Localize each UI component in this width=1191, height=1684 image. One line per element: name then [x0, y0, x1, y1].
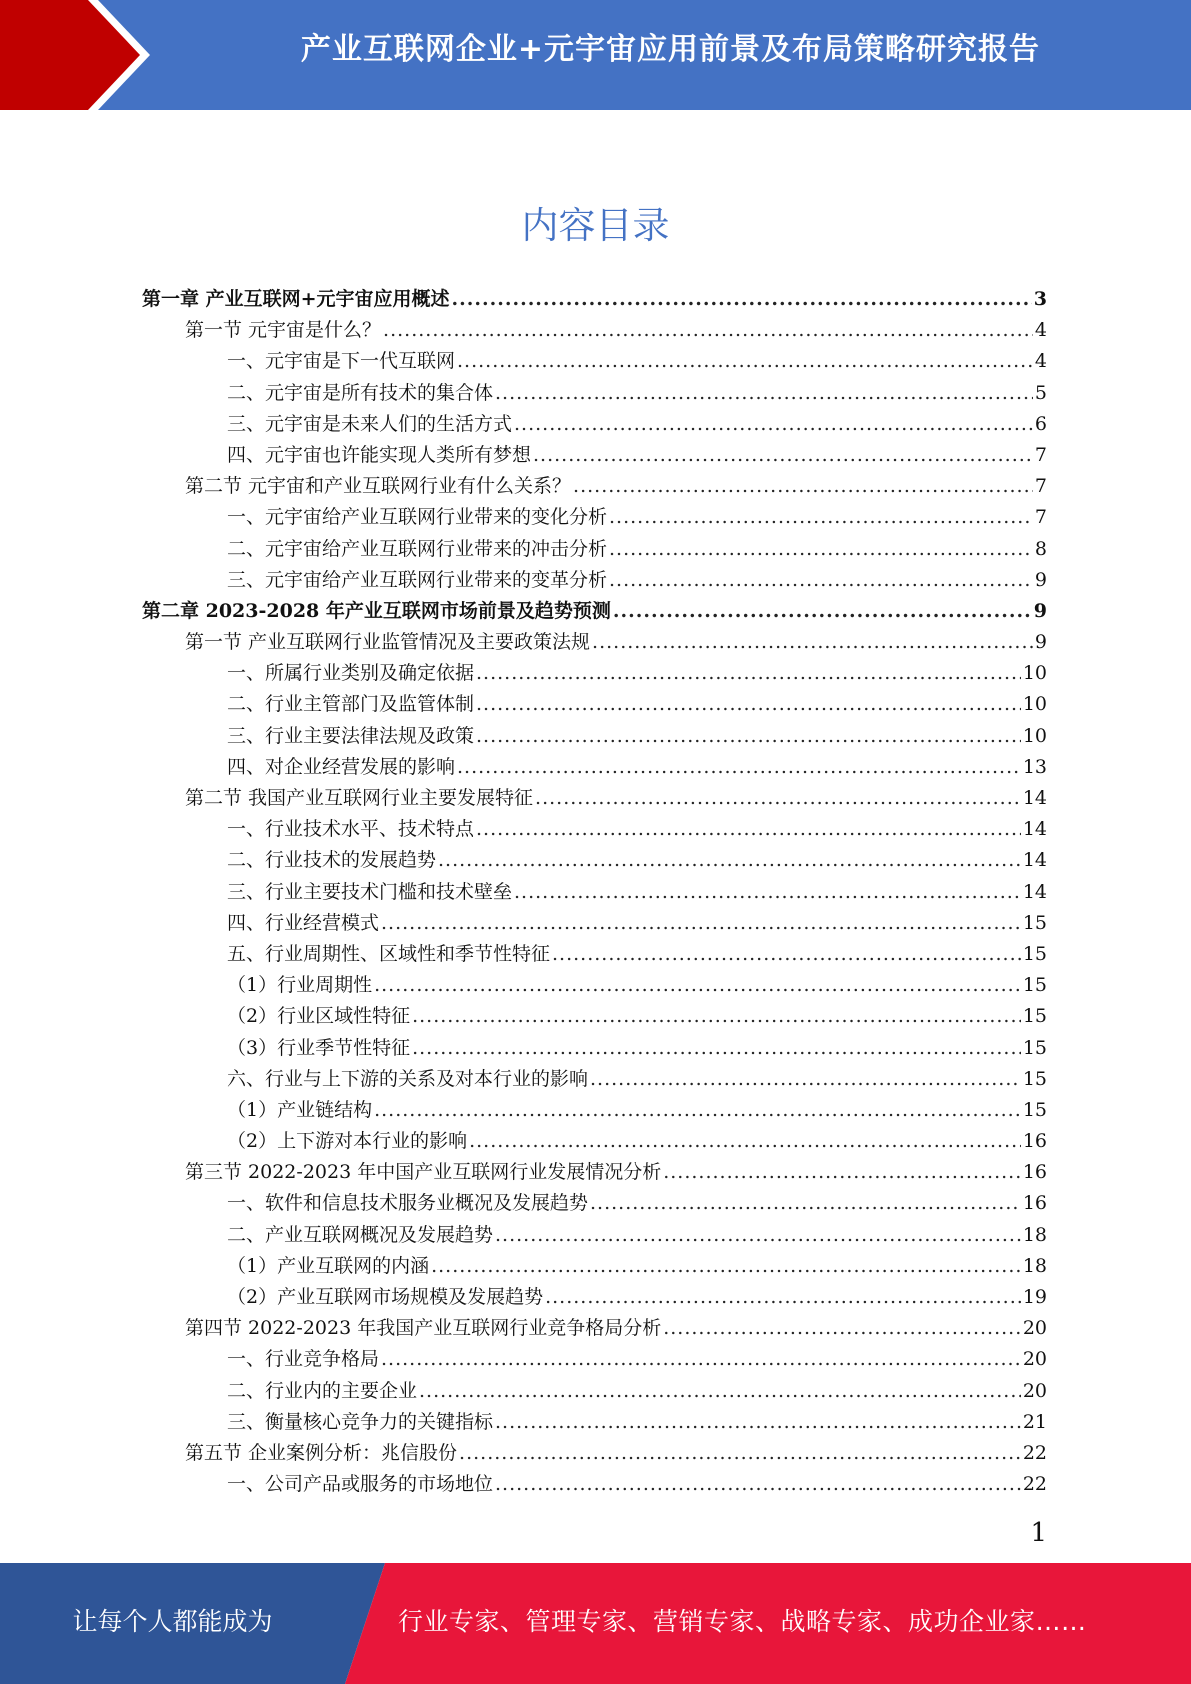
- toc-entry[interactable]: [142, 1188, 1047, 1219]
- toc-entry-label: 第一章 产业互联网+元宇宙应用概述: [142, 288, 450, 310]
- toc-entry-page: 16: [1022, 1130, 1047, 1153]
- toc-entry-page: 18: [1022, 1254, 1047, 1277]
- toc-entry-label: 三、行业主要技术门槛和技术壁垒: [227, 880, 513, 903]
- toc-entry-page: 7: [1034, 506, 1047, 529]
- toc-entry[interactable]: [142, 1095, 1047, 1126]
- toc-dot-leader: [476, 662, 1021, 684]
- toc-dot-leader: [476, 725, 1021, 747]
- toc-dot-leader: [609, 506, 1033, 528]
- toc-dot-leader: [590, 1192, 1021, 1214]
- toc-entry-page: 22: [1022, 1441, 1047, 1464]
- footer-slogan-left: 让每个人都能成为: [72, 1607, 273, 1636]
- toc-entry[interactable]: [142, 1126, 1047, 1157]
- toc-entry-page: 6: [1034, 412, 1047, 435]
- footer-slogan-right: 行业专家、管理专家、营销专家、战略专家、成功企业家……: [398, 1607, 1087, 1636]
- toc-entry-page: 4: [1034, 350, 1047, 373]
- toc-entry-page: 18: [1022, 1223, 1047, 1246]
- toc-entry-page: 15: [1022, 974, 1047, 997]
- toc-entry-label: 一、行业竞争格局: [227, 1348, 380, 1371]
- toc-entry-label: 二、行业内的主要企业: [227, 1379, 418, 1402]
- toc-dot-leader: [438, 849, 1021, 871]
- toc-entry-page: 4: [1034, 319, 1047, 342]
- toc-entry-label: 三、行业主要法律法规及政策: [227, 724, 475, 747]
- toc-entry-label: 第二章 2023-2028 年产业互联网市场前景及趋势预测: [142, 599, 611, 622]
- toc-entry-label: 二、元宇宙是所有技术的集合体: [227, 381, 494, 404]
- toc-entry[interactable]: [142, 440, 1047, 471]
- toc-dot-leader: [431, 1255, 1021, 1277]
- toc-entry-label: 四、对企业经营发展的影响: [227, 755, 456, 778]
- toc-entry-label: 一、公司产品或服务的市场地位: [227, 1473, 494, 1496]
- toc-dot-leader: [590, 1068, 1021, 1090]
- toc-entry-page: 10: [1022, 662, 1047, 685]
- toc-entry-label: 一、所属行业类别及确定依据: [227, 662, 475, 685]
- toc-dot-leader: [374, 1099, 1021, 1121]
- toc-entry-label: 二、元宇宙给产业互联网行业带来的冲击分析: [227, 537, 608, 560]
- toc-dot-leader: [469, 1130, 1021, 1152]
- toc-entry[interactable]: [142, 752, 1047, 783]
- toc-entry-page: 16: [1022, 1161, 1047, 1184]
- toc-entry-label: （1）产业链结构: [227, 1098, 373, 1121]
- toc-entry-label: 第四节 2022-2023 年我国产业互联网行业竞争格局分析: [185, 1317, 662, 1340]
- toc-entry[interactable]: [142, 721, 1047, 752]
- toc-entry-label: 第一节 产业互联网行业监管情况及主要政策法规: [185, 631, 591, 654]
- toc-entry-label: 第一节 元宇宙是什么？: [185, 319, 382, 342]
- toc-entry-label: 一、行业技术水平、技术特点: [227, 818, 475, 841]
- toc-entry-label: 二、行业主管部门及监管体制: [227, 693, 475, 716]
- toc-entry[interactable]: [142, 534, 1047, 565]
- toc-entry[interactable]: [142, 1282, 1047, 1313]
- toc-entry-label: （2）行业区域性特征: [227, 1005, 411, 1028]
- toc-entry-label: 二、行业技术的发展趋势: [227, 849, 437, 872]
- toc-dot-leader: [457, 350, 1033, 372]
- toc-entry-page: 5: [1034, 381, 1047, 404]
- toc-entry[interactable]: [142, 783, 1047, 814]
- toc-dot-leader: [545, 1286, 1021, 1308]
- toc-dot-leader: [495, 1224, 1021, 1246]
- toc-entry[interactable]: [142, 502, 1047, 533]
- toc-entry-page: 14: [1022, 818, 1047, 841]
- page-number: 1: [1030, 1518, 1047, 1548]
- toc-entry-page: 3: [1033, 288, 1047, 310]
- toc-dot-leader: [381, 912, 1021, 934]
- toc-entry-label: 三、元宇宙给产业互联网行业带来的变革分析: [227, 568, 608, 591]
- toc-dot-leader: [495, 1411, 1021, 1433]
- toc-entry[interactable]: [142, 315, 1047, 346]
- toc-entry-label: 一、元宇宙给产业互联网行业带来的变化分析: [227, 506, 608, 529]
- toc-entry-page: 19: [1022, 1286, 1047, 1308]
- toc-entry[interactable]: [142, 346, 1047, 377]
- toc-dot-leader: [514, 413, 1033, 435]
- toc-entry-label: （3）行业季节性特征: [227, 1036, 411, 1059]
- toc-entry-page: 9: [1034, 568, 1047, 591]
- toc-entry-page: 7: [1034, 475, 1047, 498]
- toc-entry[interactable]: [142, 471, 1047, 502]
- toc-dot-leader: [663, 1317, 1021, 1339]
- toc-entry-page: 9: [1033, 599, 1047, 622]
- toc-entry-page: 15: [1022, 911, 1047, 934]
- toc-entry-label: 第二节 我国产业互联网行业主要发展特征: [185, 787, 534, 809]
- toc-dot-leader: [412, 1037, 1021, 1059]
- toc-entry-page: 9: [1034, 631, 1047, 654]
- toc-entry[interactable]: [142, 1001, 1047, 1032]
- toc-entry-page: 14: [1022, 787, 1047, 809]
- report-title: 产业互联网企业+元宇宙应用前景及布局策略研究报告: [300, 32, 1041, 67]
- toc-entry[interactable]: [142, 1064, 1047, 1095]
- toc-dot-leader: [459, 1442, 1021, 1464]
- toc-dot-leader: [452, 288, 1032, 310]
- toc-entry[interactable]: [142, 409, 1047, 440]
- toc-dot-leader: [412, 1005, 1021, 1027]
- toc-entry-label: 第五节 企业案例分析：兆信股份: [185, 1441, 458, 1464]
- toc-entry-page: 20: [1022, 1379, 1047, 1402]
- toc-entry[interactable]: [142, 845, 1047, 876]
- toc-entry[interactable]: [142, 1251, 1047, 1282]
- toc-dot-leader: [383, 319, 1033, 341]
- toc-entry[interactable]: [142, 627, 1047, 658]
- toc-dot-leader: [533, 444, 1033, 466]
- toc-entry[interactable]: [142, 1033, 1047, 1064]
- toc-entry[interactable]: [142, 378, 1047, 409]
- toc-entry-label: （2）产业互联网市场规模及发展趋势: [227, 1286, 544, 1308]
- toc-entry-label: 一、软件和信息技术服务业概况及发展趋势: [227, 1192, 589, 1215]
- toc-entry-page: 22: [1022, 1473, 1047, 1496]
- toc-dot-leader: [419, 1380, 1021, 1402]
- toc-entry-label: 第二节 元宇宙和产业互联网行业有什么关系？: [185, 475, 572, 498]
- toc-entry[interactable]: [142, 565, 1047, 596]
- toc-dot-leader: [573, 475, 1033, 497]
- toc-entry-label: 一、元宇宙是下一代互联网: [227, 350, 456, 373]
- toc-entry-page: 14: [1022, 849, 1047, 872]
- toc-entry-label: 第三节 2022-2023 年中国产业互联网行业发展情况分析: [185, 1161, 662, 1184]
- toc-heading: 内容目录: [521, 204, 670, 247]
- toc-entry-page: 8: [1034, 537, 1047, 560]
- toc-entry-page: 7: [1034, 443, 1047, 466]
- toc-entry-label: 二、产业互联网概况及发展趋势: [227, 1223, 494, 1246]
- toc-entry-page: 21: [1022, 1410, 1047, 1433]
- toc-entry-page: 15: [1022, 1067, 1047, 1090]
- toc-dot-leader: [457, 756, 1021, 778]
- toc-entry-label: 三、衡量核心竞争力的关键指标: [227, 1410, 494, 1433]
- toc-entry-label: 六、行业与上下游的关系及对本行业的影响: [227, 1067, 589, 1090]
- toc-dot-leader: [476, 818, 1021, 840]
- toc-entry-label: 三、元宇宙是未来人们的生活方式: [227, 412, 513, 435]
- toc-entry-label: （1）产业互联网的内涵: [227, 1254, 430, 1277]
- toc-entry-label: 四、元宇宙也许能实现人类所有梦想: [227, 443, 532, 466]
- toc-dot-leader: [514, 881, 1021, 903]
- toc-entry[interactable]: [142, 284, 1047, 315]
- toc-entry[interactable]: [142, 1407, 1047, 1438]
- toc-entry-label: 四、行业经营模式: [227, 911, 380, 934]
- toc-entry-label: （1）行业周期性: [227, 974, 373, 997]
- table-of-contents: [142, 284, 1047, 1500]
- toc-entry[interactable]: [142, 1157, 1047, 1188]
- toc-dot-leader: [552, 943, 1021, 965]
- toc-entry-page: 15: [1022, 1036, 1047, 1059]
- toc-entry-page: 20: [1022, 1348, 1047, 1371]
- toc-entry-page: 13: [1022, 755, 1047, 778]
- toc-dot-leader: [609, 569, 1033, 591]
- header-banner: [0, 0, 1191, 110]
- toc-dot-leader: [613, 600, 1032, 622]
- toc-dot-leader: [476, 693, 1021, 715]
- toc-dot-leader: [609, 538, 1033, 560]
- toc-entry[interactable]: [142, 1220, 1047, 1251]
- toc-entry[interactable]: [142, 1313, 1047, 1344]
- toc-dot-leader: [592, 631, 1033, 653]
- toc-dot-leader: [495, 382, 1033, 404]
- toc-entry[interactable]: [142, 1469, 1047, 1500]
- toc-dot-leader: [535, 787, 1021, 809]
- toc-entry-page: 20: [1022, 1317, 1047, 1340]
- toc-entry[interactable]: [142, 908, 1047, 939]
- toc-entry[interactable]: [142, 689, 1047, 720]
- toc-entry-page: 15: [1022, 1098, 1047, 1121]
- toc-dot-leader: [495, 1473, 1021, 1495]
- toc-entry[interactable]: [142, 658, 1047, 689]
- toc-entry[interactable]: [142, 1438, 1047, 1469]
- toc-entry[interactable]: [142, 1344, 1047, 1375]
- footer-banner: [0, 1563, 1191, 1684]
- toc-entry[interactable]: [142, 814, 1047, 845]
- toc-dot-leader: [374, 974, 1021, 996]
- toc-entry-label: （2）上下游对本行业的影响: [227, 1130, 468, 1153]
- toc-entry-page: 10: [1022, 724, 1047, 747]
- toc-entry-page: 16: [1022, 1192, 1047, 1215]
- toc-entry-page: 15: [1022, 1005, 1047, 1028]
- toc-dot-leader: [663, 1161, 1021, 1183]
- toc-entry[interactable]: [142, 1376, 1047, 1407]
- toc-entry[interactable]: [142, 596, 1047, 627]
- toc-dot-leader: [381, 1348, 1021, 1370]
- toc-entry-page: 10: [1022, 693, 1047, 716]
- toc-entry[interactable]: [142, 939, 1047, 970]
- toc-entry[interactable]: [142, 877, 1047, 908]
- toc-entry[interactable]: [142, 970, 1047, 1001]
- toc-entry-label: 五、行业周期性、区域性和季节性特征: [227, 942, 551, 965]
- toc-entry-page: 15: [1022, 942, 1047, 965]
- toc-entry-page: 14: [1022, 880, 1047, 903]
